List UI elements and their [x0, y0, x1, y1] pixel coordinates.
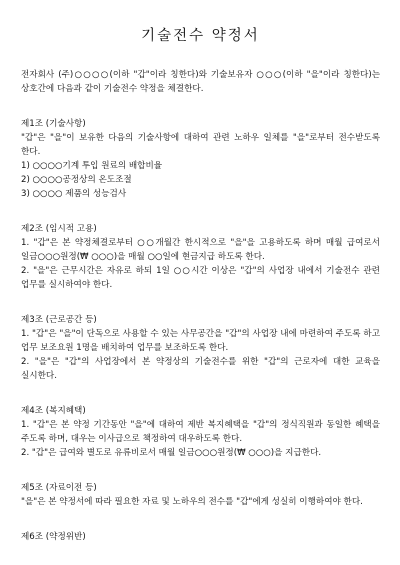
- article-line: 2. "을"은 "갑"의 사업장에서 본 약정상의 기술전수를 위한 "갑"의 근로자에 대한 교육을 실시한다.: [21, 357, 380, 381]
- document-title: 기술전수 약정서: [141, 28, 260, 44]
- article-6: [21, 530, 380, 544]
- article-line: "을"은 본 약정서에 따라 필요한 자료 및 노하우의 전수를 "갑"에게 성실히 이행하여야 한다.: [21, 497, 363, 507]
- article-heading: 제4조 (복지혜택): [21, 406, 86, 416]
- article-line: 1. "갑"은 본 약정체결로부터 ○○개월간 한시적으로 "을"을 고용하도록 하며 매월 급여로서 일금○○○원정(₩ ○○○)을 매월 ○○일에 현금지급 하도록 한다.: [21, 238, 380, 262]
- article-heading: 제2조 (임시적 고용): [21, 224, 97, 234]
- article-2: [21, 222, 380, 292]
- article-line: "갑"은 "을"이 보유한 다음의 기술사항에 대하여 관련 노하우 일체를 "을"로부터 전수받도록 한다.: [21, 133, 380, 157]
- article-line: 2. "갑"은 급여와 별도로 유류비로서 매월 일금○○○원정(₩ ○○○)을 지급한다.: [21, 448, 322, 458]
- article-heading: 제5조 (자료이전 등): [21, 483, 97, 493]
- article-line: 1. "갑"은 본 약정 기간동안 "을"에 대하여 제반 복지혜택을 "갑"의 정식직원과 동일한 혜택을 주도록 하며, 대우는 이사급으로 책정하여 대우하도록 한다.: [21, 420, 380, 444]
- article-line: 3) ○○○○ 제품의 성능검사: [21, 189, 127, 199]
- article-heading: 제6조 (약정위반): [21, 532, 86, 542]
- article-line: 1. "갑"은 "을"이 단독으로 사용할 수 있는 사무공간을 "갑"의 사업장 내에 마련하여 주도록 하고 업무 보조요원 1명을 배치하여 업무를 보조하도록 한다.: [21, 329, 380, 353]
- article-4: [21, 404, 380, 460]
- article-heading: 제3조 (근로공간 등): [21, 315, 97, 325]
- article-heading: 제1조 (기술사항): [21, 119, 86, 129]
- intro-paragraph: 전자회사 (주)○○○○(이하 "갑"이라 칭한다)와 기술보유자 ○○○(이하 "을"이라 칭한다)는 상호간에 다음과 같이 기술전수 약정을 체결한다.: [21, 70, 380, 94]
- article-line: 1) ○○○○기계 투입 원료의 배합비율: [21, 161, 163, 171]
- article-3: [21, 313, 380, 383]
- article-line: 2. "을"은 근무시간은 자유로 하되 1일 ○○시간 이상은 "갑"의 사업장 내에서 기술전수 관련 업무를 실시하여야 한다.: [21, 266, 380, 290]
- article-5: [21, 481, 380, 509]
- article-line: 2) ○○○○공정상의 온도조절: [21, 175, 132, 185]
- article-1: [21, 117, 380, 201]
